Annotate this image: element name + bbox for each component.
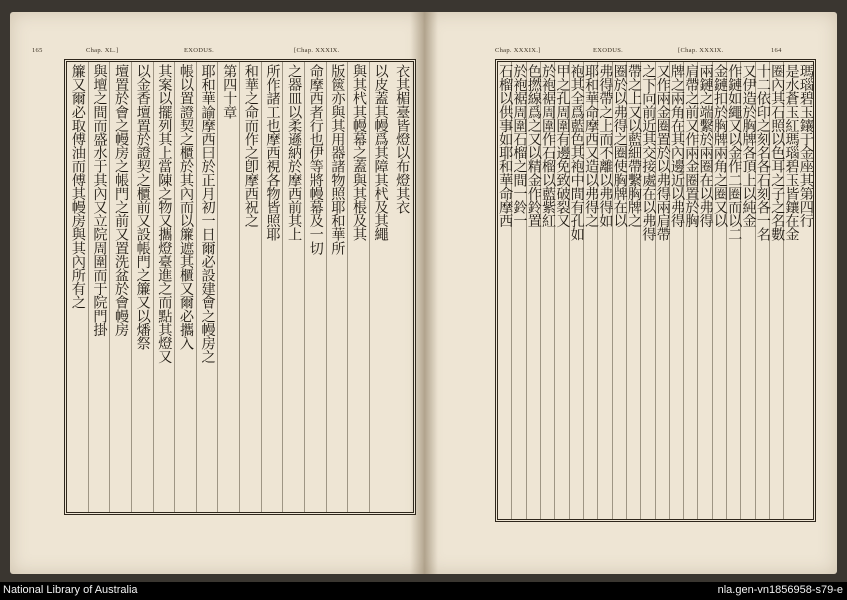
column-text: 又作兩金圈置於以弗得兩肩帶 [654, 64, 671, 241]
column-text: 和華之命而作之卽摩西祝之 [242, 64, 259, 228]
column-text: 圈於以弗得之圈使胸牌在以 [611, 64, 628, 228]
text-column [526, 62, 541, 519]
left-book-title: EXODUS. [184, 47, 215, 54]
text-column [597, 62, 612, 519]
column-text: 甲之孔周圍有邊免致破裂又 [554, 64, 571, 228]
right-chap-right: [Chap. XXXIX. [678, 47, 724, 54]
left-chap-left: Chap. XL.] [86, 47, 119, 54]
column-text: 命摩西者行也伊等將幔幕及一切 [307, 64, 324, 255]
column-text: 色撚線爲之又以精金作鈴置 [525, 64, 542, 228]
column-text: 與其杙其幔幕之蓋與其棖及其 [350, 64, 367, 241]
column-text: 壇置於會之幔房之帳門之前又置洗盆於會幔房 [113, 64, 130, 337]
left-text-block [66, 61, 414, 513]
text-column [726, 62, 741, 519]
column-text: 圈內其石照以色耳之子之名數 [769, 64, 786, 241]
column-text: 與壇之間而盛水于其內又立院周圍而于院門掛 [91, 64, 108, 337]
column-text: 又伊造於胸牌各頂上以純金 [740, 64, 757, 228]
footer-library-name: National Library of Australia [3, 584, 138, 596]
text-column [769, 62, 784, 519]
text-column [612, 62, 627, 519]
column-text: 袍其全爲藍色其袍中間有孔如 [568, 64, 585, 241]
text-column [217, 62, 240, 512]
right-chap-left: Chap. XXXIX.] [495, 47, 541, 54]
column-text: 版篋亦與其用器諸物照耶和華所 [329, 64, 346, 255]
column-text: 肩帶之前又作兩金圈置於胸 [683, 64, 700, 228]
column-text: 之器皿以柔遜納於摩西前其上 [286, 64, 303, 241]
text-column [583, 62, 598, 519]
text-column [755, 62, 770, 519]
text-column [655, 62, 670, 519]
text-column [196, 62, 219, 512]
text-column [569, 62, 584, 519]
right-page-header [495, 47, 815, 57]
column-text: 其案以擺列其上當陳之物又攜燈臺進之而點其燈又 [156, 64, 173, 364]
text-column [282, 62, 305, 512]
column-text: 瑪瑙碧玉鑲于金座其第四行 [797, 64, 814, 228]
column-text: 是水蒼玉紅瑪瑙碧玉皆鑲在金 [783, 64, 800, 241]
text-column [740, 62, 755, 519]
column-text: 衣其楣臺皆燈以布燈其衣 [394, 64, 411, 214]
column-text: 以金香壇置於證契之櫃前又設帳門之簾又以燔祭 [134, 64, 151, 350]
footer-image-id: nla.gen-vn1856958-s79-e [717, 584, 843, 596]
text-column [109, 62, 132, 512]
text-column [347, 62, 370, 512]
text-column [640, 62, 655, 519]
left-page-number: 165 [32, 47, 43, 54]
column-text: 耶和華諭摩西曰於正月初一日爾必設建會之幔房之 [199, 64, 216, 364]
column-text: 以皮蓋其幔爲其障其杙及其繩 [372, 64, 389, 241]
column-text: 耶和華命摩西又造以弗得之 [583, 64, 600, 228]
column-text: 金鏈扣於胸牌兩角之圈又以 [711, 64, 728, 228]
text-column [511, 62, 526, 519]
right-book-title: EXODUS. [593, 47, 624, 54]
text-column [697, 62, 712, 519]
text-column [799, 62, 813, 519]
column-text: 於袍裾周圍石榴之間一鈴一 [511, 64, 528, 228]
text-column [626, 62, 641, 519]
footer-bar [0, 582, 847, 600]
column-text: 簾又爾必取傅油而傅其幔房與其內所有之 [69, 64, 86, 309]
text-column [153, 62, 176, 512]
text-column [683, 62, 698, 519]
text-column [554, 62, 569, 519]
column-text: 石榴以供事如耶和華命摩西 [497, 64, 514, 228]
text-column [88, 62, 111, 512]
text-column [174, 62, 197, 512]
left-chap-right: [Chap. XXXIX. [294, 47, 340, 54]
column-text: 之下向前近其交接處在以弗得 [640, 64, 657, 241]
text-column [783, 62, 798, 519]
text-column [540, 62, 555, 519]
text-column [326, 62, 349, 512]
text-column [66, 62, 89, 512]
column-text: 十二依印之刻名各石刻各一名 [754, 64, 771, 241]
text-column [261, 62, 284, 512]
column-text: 弗得帶之上而不離以弗得如 [597, 64, 614, 228]
column-text: 帶之上又以藍細帶繫胸牌之 [626, 64, 643, 228]
text-column [712, 62, 727, 519]
text-column [369, 62, 392, 512]
column-text: 於袍裾周圍作石榴以藍紫紅 [540, 64, 557, 228]
column-text: 第四十章 [221, 64, 238, 119]
column-text: 所作諸工也摩西視各物皆照耶 [264, 64, 281, 241]
column-text: 牌之兩角在其內邊近以弗得 [668, 64, 685, 228]
right-page-number: 164 [771, 47, 782, 54]
text-column [304, 62, 327, 512]
text-column [239, 62, 262, 512]
text-column [131, 62, 154, 512]
book-gutter [410, 12, 438, 574]
text-column [497, 62, 512, 519]
text-column [391, 62, 413, 512]
column-text: 帳以置證契之櫃於其內而以簾遮其櫃又爾必攜入 [177, 64, 194, 350]
column-text: 作鏈如繩又以金作二圈而以二 [726, 64, 743, 241]
column-text: 兩鏈之端繫於兩圈在以弗得 [697, 64, 714, 228]
right-text-block [497, 61, 814, 520]
left-page-header [32, 47, 412, 57]
text-column [669, 62, 684, 519]
